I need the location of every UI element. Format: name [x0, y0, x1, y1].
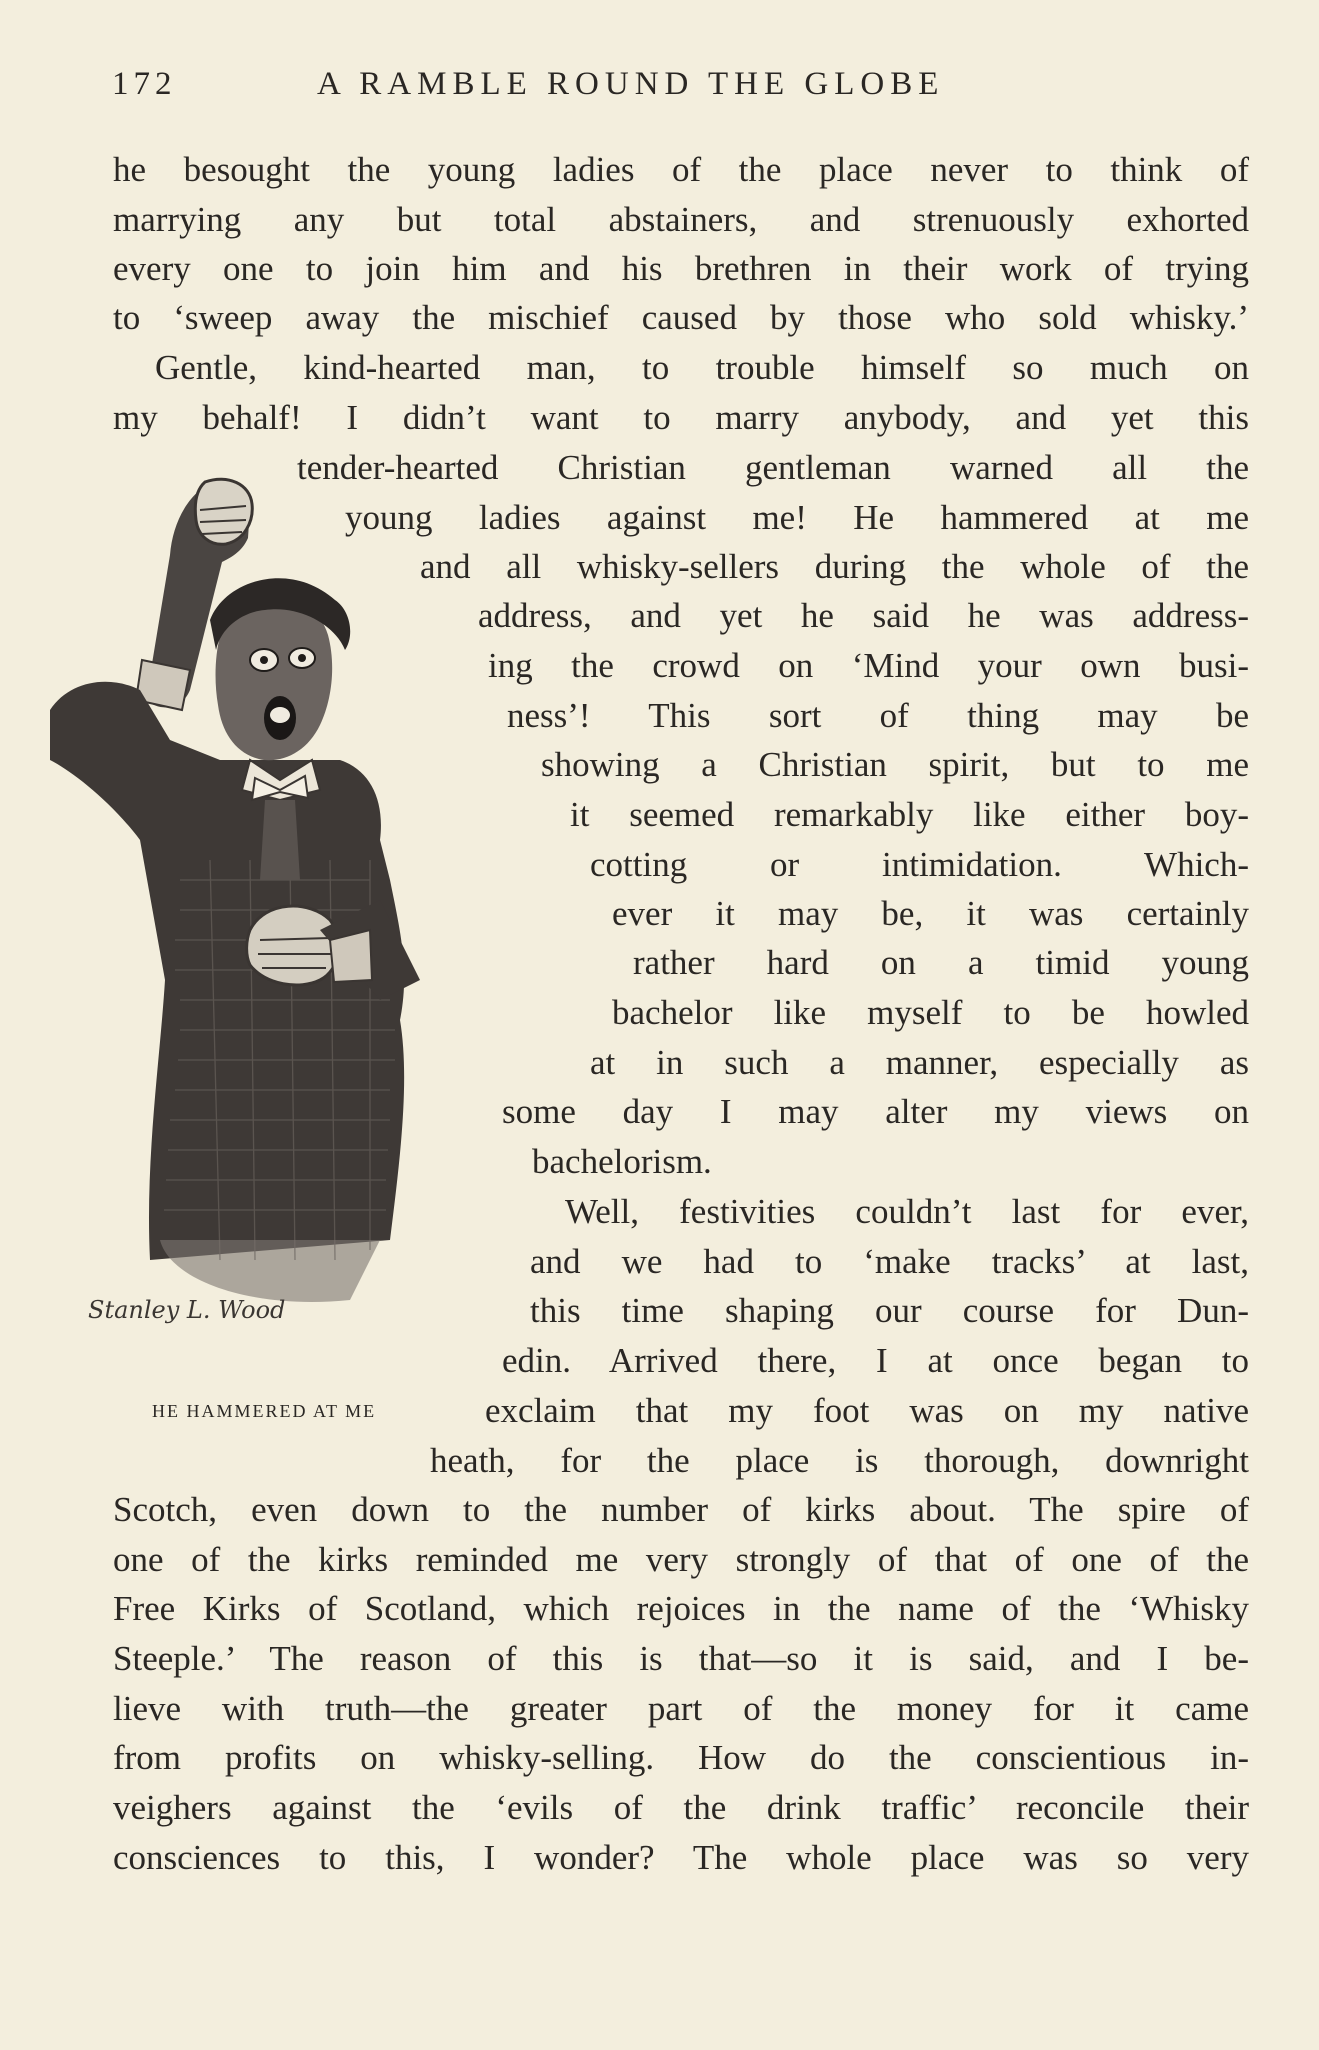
page-header — [112, 66, 1252, 116]
text-line: and we had to ‘make tracks’ at last, — [530, 1242, 1249, 1281]
text-line: lieve with truth—the greater part of the money for it came — [113, 1689, 1249, 1728]
text-line: every one to join him and his brethren in their work of trying — [113, 249, 1249, 288]
text-line: to ‘sweep away the mischief caused by those who sold whisky.’ — [113, 298, 1249, 337]
figure-caption: HE HAMMERED AT ME — [152, 1401, 377, 1421]
text-line: he besought the young ladies of the place never to think of — [113, 150, 1249, 189]
text-line: bachelor like myself to be howled — [612, 993, 1249, 1032]
preacher-illustration — [50, 460, 450, 1320]
text-line: veighers against the ‘evils of the drink traffic’ reconcile their — [113, 1788, 1249, 1827]
text-line: tender-hearted Christian gentleman warned all the — [297, 448, 1249, 487]
text-line: one of the kirks reminded me very strongly of that of one of the — [113, 1540, 1249, 1579]
text-line: marrying any but total abstainers, and strenuously exhorted — [113, 200, 1249, 239]
text-line: exclaim that my foot was on my native — [485, 1391, 1249, 1430]
artist-signature: Stanley L. Wood — [88, 1296, 286, 1324]
text-line: Scotch, even down to the number of kirks about. The spire of — [113, 1490, 1249, 1529]
text-line: my behalf! I didn’t want to marry anybody, and yet this — [113, 398, 1249, 437]
text-line: it seemed remarkably like either boy- — [570, 795, 1249, 834]
text-line: ness’! This sort of thing may be — [507, 696, 1249, 735]
text-line: showing a Christian spirit, but to me — [541, 745, 1249, 784]
text-line: Well, festivities couldn’t last for ever, — [565, 1192, 1249, 1231]
text-line: Free Kirks of Scotland, which rejoices in the name of the ‘Whisky — [113, 1589, 1249, 1628]
text-line: young ladies against me! He hammered at me — [345, 498, 1249, 537]
text-line: this time shaping our course for Dun- — [530, 1291, 1249, 1330]
text-line: ever it may be, it was certainly — [612, 894, 1249, 933]
text-line: address, and yet he said he was address- — [478, 596, 1249, 635]
text-line: heath, for the place is thorough, downright — [430, 1441, 1249, 1480]
text-line: bachelorism. — [532, 1142, 712, 1181]
text-line: and all whisky-sellers during the whole of the — [420, 547, 1249, 586]
text-line: rather hard on a timid young — [633, 943, 1249, 982]
text-line: from profits on whisky-selling. How do the conscientious in- — [113, 1738, 1249, 1777]
text-line: ing the crowd on ‘Mind your own busi- — [488, 646, 1249, 685]
text-line: edin. Arrived there, I at once began to — [502, 1341, 1249, 1380]
text-line: at in such a manner, especially as — [590, 1043, 1249, 1082]
text-line: cotting or intimidation. Which- — [590, 845, 1249, 884]
text-line: consciences to this, I wonder? The whole place was so very — [113, 1838, 1249, 1877]
text-line: some day I may alter my views on — [502, 1092, 1249, 1131]
running-head: A RAMBLE ROUND THE GLOBE — [317, 66, 945, 102]
page-number: 172 — [112, 66, 177, 102]
text-line: Gentle, kind-hearted man, to trouble himself so much on — [155, 348, 1249, 387]
text-line: Steeple.’ The reason of this is that—so it is said, and I be- — [113, 1639, 1249, 1678]
